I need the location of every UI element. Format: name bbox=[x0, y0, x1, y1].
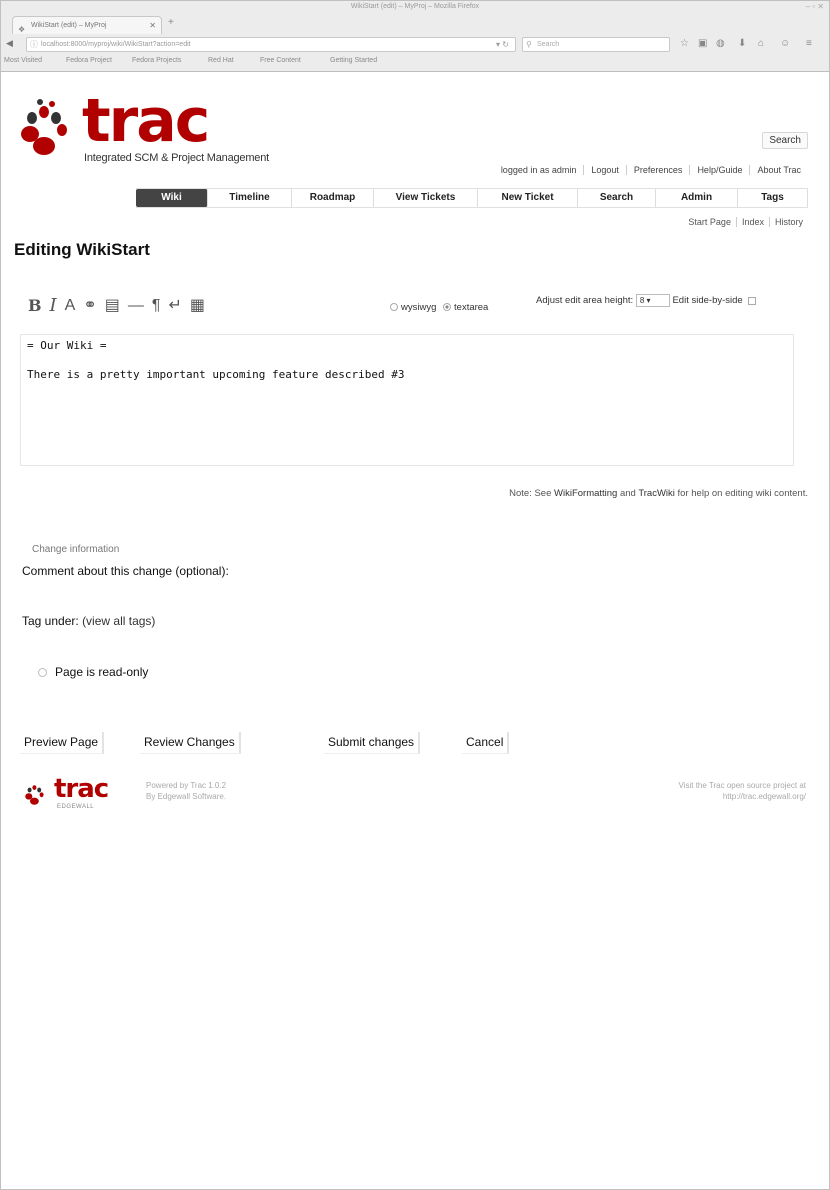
paragraph-icon[interactable]: ¶ bbox=[151, 297, 161, 314]
wikiformatting-link[interactable]: WikiFormatting bbox=[554, 488, 618, 499]
window-title bbox=[0, 0, 830, 14]
nav-timeline[interactable]: Timeline bbox=[208, 189, 292, 207]
horizontal-rule-icon[interactable]: — bbox=[127, 297, 144, 314]
height-select-value: 8 bbox=[639, 296, 645, 305]
url-bar[interactable] bbox=[26, 37, 516, 52]
bookmarks-bar bbox=[0, 55, 830, 71]
edgewall-line: By Edgewall Software. bbox=[146, 792, 227, 801]
reading-list-icon[interactable]: ▣ bbox=[698, 38, 708, 49]
readonly-checkbox[interactable] bbox=[38, 668, 47, 677]
meta-navigation bbox=[494, 165, 808, 175]
tab-strip bbox=[0, 14, 830, 34]
formatting-help-note bbox=[509, 488, 808, 499]
tracwiki-link[interactable]: TracWiki bbox=[638, 488, 675, 499]
footer-paw-icon bbox=[24, 782, 48, 806]
search-icon: ⚲ bbox=[526, 40, 532, 49]
textarea-radio[interactable] bbox=[443, 303, 451, 311]
logo-tagline: Integrated SCM & Project Management bbox=[84, 152, 269, 164]
bookmark-item[interactable]: Red Hat bbox=[208, 57, 234, 64]
nav-new-ticket[interactable]: New Ticket bbox=[478, 189, 578, 207]
editor-mode-selector bbox=[386, 302, 488, 313]
history-link[interactable]: History bbox=[769, 217, 808, 227]
nav-tags[interactable]: Tags bbox=[738, 189, 808, 207]
note-suffix: for help on editing wiki content. bbox=[677, 488, 808, 499]
favicon-icon: ❖ bbox=[18, 25, 26, 34]
window-title-text: WikiStart (edit) – MyProj – Mozilla Firefox bbox=[350, 3, 480, 10]
image-icon[interactable]: ▦ bbox=[189, 297, 205, 314]
page-footer bbox=[0, 774, 830, 828]
browser-chrome bbox=[0, 0, 830, 72]
view-all-tags-link[interactable]: (view all tags) bbox=[82, 614, 156, 628]
note-prefix: Note: See bbox=[509, 488, 552, 499]
editor-header bbox=[28, 292, 808, 316]
site-info-icon[interactable]: ⓘ bbox=[30, 40, 38, 49]
heading-icon[interactable]: A bbox=[64, 297, 76, 314]
paw-logo-icon bbox=[18, 98, 78, 158]
bookmark-item[interactable]: Fedora Project bbox=[66, 57, 112, 64]
link-icon[interactable]: ⚭ bbox=[83, 297, 97, 314]
line-break-icon[interactable]: ↵ bbox=[168, 297, 182, 314]
tag-under-field bbox=[22, 614, 155, 628]
powered-by-line: Powered by Trac 1.0.2 bbox=[146, 781, 227, 790]
submit-changes-button[interactable]: Submit changes bbox=[324, 732, 420, 754]
browser-search-placeholder: Search bbox=[537, 41, 560, 48]
start-page-link[interactable]: Start Page bbox=[688, 217, 731, 227]
navigation-bar bbox=[0, 36, 830, 54]
note-and: and bbox=[619, 488, 636, 499]
download-icon[interactable]: ⬇ bbox=[738, 38, 747, 49]
footer-logo-word: trac bbox=[54, 774, 109, 804]
cancel-button[interactable]: Cancel bbox=[462, 732, 509, 754]
readonly-label: Page is read-only bbox=[55, 665, 149, 679]
logo-wordmark: trac bbox=[82, 86, 209, 156]
browser-search-box[interactable] bbox=[522, 37, 670, 52]
logout-link[interactable]: Logout bbox=[583, 165, 626, 175]
context-navigation bbox=[683, 217, 808, 227]
nav-wiki[interactable]: Wiki bbox=[136, 189, 208, 207]
window-controls[interactable]: – ▫ ✕ bbox=[805, 2, 824, 11]
trac-page bbox=[0, 72, 830, 1190]
nav-view-tickets[interactable]: View Tickets bbox=[374, 189, 478, 207]
powered-by-text bbox=[146, 780, 226, 802]
visit-trac-text bbox=[679, 780, 806, 802]
wiki-toolbar bbox=[28, 296, 205, 316]
wysiwyg-label: wysiwyg bbox=[401, 302, 437, 313]
index-link[interactable]: Index bbox=[736, 217, 769, 227]
preferences-link[interactable]: Preferences bbox=[626, 165, 690, 175]
readonly-option bbox=[38, 665, 148, 679]
trac-url-link[interactable]: http://trac.edgewall.org/ bbox=[722, 792, 806, 801]
bookmark-star-icon[interactable]: ☆ bbox=[680, 38, 689, 49]
italic-icon[interactable]: I bbox=[49, 295, 57, 316]
editor-height-controls bbox=[536, 294, 756, 307]
bookmark-item[interactable]: Most Visited bbox=[4, 57, 42, 64]
footer-trac-logo[interactable] bbox=[24, 774, 124, 818]
bold-icon[interactable]: B bbox=[28, 296, 42, 315]
page-title: Editing WikiStart bbox=[14, 240, 150, 259]
bookmark-item[interactable]: Getting Started bbox=[330, 57, 378, 64]
about-trac-link[interactable]: About Trac bbox=[749, 165, 808, 175]
code-block-icon[interactable]: ▤ bbox=[104, 297, 120, 314]
nav-search[interactable]: Search bbox=[578, 189, 656, 207]
comment-label: Comment about this change (optional): bbox=[22, 564, 229, 578]
close-tab-icon[interactable]: ✕ bbox=[149, 21, 156, 30]
bookmark-item[interactable]: Fedora Projects bbox=[132, 57, 182, 64]
adjust-height-label: Adjust edit area height: bbox=[536, 295, 634, 307]
url-dropdown-icon[interactable]: ▾ ↻ bbox=[496, 40, 509, 49]
main-navigation bbox=[136, 188, 808, 208]
height-select[interactable]: 8 ▾ bbox=[636, 294, 670, 307]
nav-admin[interactable]: Admin bbox=[656, 189, 738, 207]
pocket-icon[interactable]: ◍ bbox=[716, 38, 725, 49]
bookmark-item[interactable]: Free Content bbox=[260, 57, 301, 64]
footer-logo-sub: EDGEWALL bbox=[57, 804, 95, 810]
side-by-side-checkbox[interactable] bbox=[748, 297, 756, 305]
wiki-text-editor[interactable] bbox=[20, 334, 794, 466]
visit-line: Visit the Trac open source project at bbox=[678, 781, 806, 790]
wysiwyg-radio[interactable] bbox=[390, 303, 398, 311]
social-icon[interactable]: ☺ bbox=[780, 38, 791, 49]
tab-title: WikiStart (edit) – MyProj bbox=[31, 22, 107, 29]
menu-icon[interactable]: ≡ bbox=[806, 38, 812, 49]
editor-line-1: = Our Wiki = bbox=[27, 339, 107, 352]
nav-roadmap[interactable]: Roadmap bbox=[292, 189, 374, 207]
browser-tab[interactable] bbox=[12, 16, 162, 34]
help-guide-link[interactable]: Help/Guide bbox=[689, 165, 749, 175]
review-changes-button[interactable]: Review Changes bbox=[140, 732, 241, 754]
trac-logo[interactable] bbox=[18, 86, 278, 164]
preview-page-button[interactable]: Preview Page bbox=[20, 732, 104, 754]
home-icon[interactable]: ⌂ bbox=[758, 38, 765, 49]
tag-under-label: Tag under: bbox=[22, 614, 79, 628]
url-text: localhost:8000/myproj/wiki/WikiStart?action=edit bbox=[41, 41, 191, 48]
new-tab-icon[interactable]: + bbox=[168, 17, 174, 28]
editor-line-2: There is a pretty important upcoming feature described #3 bbox=[27, 368, 405, 381]
textarea-label: textarea bbox=[454, 302, 489, 313]
change-info-legend: Change information bbox=[32, 544, 120, 555]
form-buttons bbox=[20, 732, 540, 756]
side-by-side-label: Edit side-by-side bbox=[672, 295, 743, 307]
back-icon[interactable]: ◀ bbox=[6, 38, 13, 48]
trac-search-button[interactable]: Search bbox=[762, 132, 808, 149]
logged-in-label: logged in as admin bbox=[500, 165, 577, 175]
